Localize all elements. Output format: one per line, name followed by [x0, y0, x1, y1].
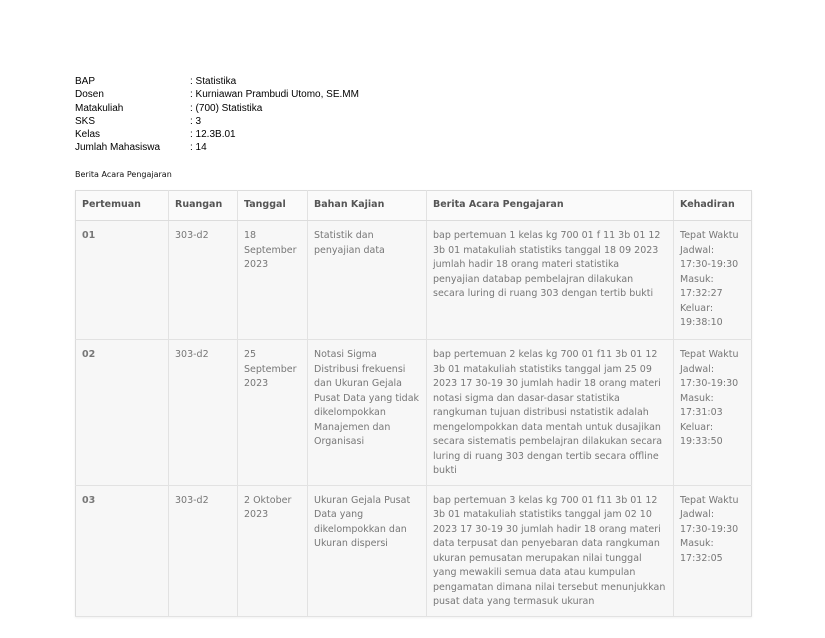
- info-label: Dosen: [75, 89, 104, 101]
- attendance-status: Tepat Waktu: [680, 230, 739, 241]
- info-row-sks: [75, 115, 359, 128]
- table-header-row: [76, 191, 752, 221]
- cell-pertemuan: 01: [76, 221, 169, 340]
- header-pertemuan: Pertemuan: [76, 191, 169, 221]
- cell-tanggal: 2 Oktober 2023: [238, 485, 308, 616]
- table-row: [76, 485, 752, 616]
- attendance-value: 17:31:03: [680, 407, 723, 418]
- info-label: SKS: [75, 115, 96, 127]
- header-tanggal: Tanggal: [238, 191, 308, 221]
- info-row-kelas: [75, 128, 359, 141]
- cell-kehadiran: [674, 340, 752, 486]
- cell-berita-acara: bap pertemuan 3 kelas kg 700 01 f11 3b 01 12 3b 01 matakuliah statistiks tanggal jam 02 10 2023 17 30-19 30 jumlah hadir 18 orang materi data terpusat dan penyebaran data rangkuman ukuran pemusatan merupakan nilai tunggal yang mewakili semua data atau kumpulan pengamatan dimana nilai tersebut menunjukkan pusat data yang termasuk ukuran: [427, 485, 674, 616]
- attendance-value: 17:30-19:30: [680, 378, 739, 389]
- info-row-matakuliah: [75, 102, 359, 115]
- attendance-label: Jadwal:: [680, 509, 715, 520]
- cell-pertemuan: 03: [76, 485, 169, 616]
- info-row-jumlah-mahasiswa: [75, 141, 359, 154]
- attendance-value: 17:32:27: [680, 288, 723, 299]
- info-value: : 3: [190, 115, 202, 127]
- attendance-status: Tepat Waktu: [680, 349, 739, 360]
- attendance-value: 17:30-19:30: [680, 259, 739, 270]
- attendance-status: Tepat Waktu: [680, 494, 739, 506]
- course-info: [75, 75, 359, 155]
- cell-ruangan: 303-d2: [169, 485, 238, 616]
- cell-bahan-kajian: Statistik dan penyajian data: [308, 221, 427, 340]
- info-value: : 12.3B.01: [190, 129, 236, 141]
- info-value: : (700) Statistika: [190, 102, 263, 114]
- info-value: : Kurniawan Prambudi Utomo, SE.MM: [190, 89, 359, 101]
- info-row-dosen: [75, 88, 359, 101]
- cell-kehadiran: [674, 485, 752, 616]
- attendance-label: Jadwal:: [680, 363, 715, 375]
- table-row: [76, 340, 752, 486]
- attendance-label: Masuk:: [680, 273, 714, 285]
- cell-ruangan: 303-d2: [169, 221, 238, 340]
- info-label: Matakuliah: [75, 102, 124, 114]
- attendance-label: Keluar:: [680, 302, 714, 314]
- attendance-value: 17:32:05: [680, 552, 723, 564]
- header-berita-acara: Berita Acara Pengajaran: [427, 191, 674, 221]
- cell-bahan-kajian: Notasi Sigma Distribusi frekuensi dan Ukuran Gejala Pusat Data yang tidak dikelompokkan Manajemen dan Organisasi: [308, 340, 427, 486]
- header-ruangan: Ruangan: [169, 191, 238, 221]
- cell-kehadiran: [674, 221, 752, 340]
- attendance-label: Masuk:: [680, 538, 714, 549]
- info-value: : Statistika: [190, 76, 237, 87]
- header-bahan-kajian: Bahan Kajian: [308, 191, 427, 221]
- attendance-value: 19:33:50: [680, 436, 723, 447]
- attendance-value: 19:38:10: [680, 317, 723, 328]
- info-row-bap: [75, 75, 359, 88]
- info-label: Jumlah Mahasiswa: [75, 142, 161, 154]
- attendance-label: Jadwal:: [680, 244, 715, 256]
- cell-berita-acara: bap pertemuan 2 kelas kg 700 01 f11 3b 01 12 3b 01 matakuliah statistiks tanggal jam 25 09 2023 17 30-19 30 jumlah hadir 18 orang materi notasi sigma dan dasar-dasar statistika rangkuman tujuan distribusi nstatistik adalah mengelompokkan data mentah untuk dusajikan secara sistematis pembelajran dilakukan secara luring di ruang 303 dengan tertib secara offline bukti: [427, 340, 674, 486]
- cell-bahan-kajian: Ukuran Gejala Pusat Data yang dikelompokkan dan Ukuran dispersi: [308, 485, 427, 616]
- info-value: : 14: [190, 142, 207, 154]
- cell-berita-acara: bap pertemuan 1 kelas kg 700 01 f 11 3b 01 12 3b 01 matakuliah statistiks tanggal 18 09 2023 jumlah hadir 18 orang materi statistika penyajian databap pembelajran dilakukan secara luring di ruang 303 dengan tertib bukti: [427, 221, 674, 340]
- attendance-label: Masuk:: [680, 392, 714, 404]
- cell-tanggal: 18 September 2023: [238, 221, 308, 340]
- attendance-label: Keluar:: [680, 421, 714, 433]
- cell-tanggal: 25 September 2023: [238, 340, 308, 486]
- table-row: [76, 221, 752, 340]
- bap-table: [75, 190, 752, 617]
- cell-ruangan: 303-d2: [169, 340, 238, 486]
- cell-pertemuan: 02: [76, 340, 169, 486]
- info-label: BAP: [75, 76, 96, 87]
- info-label: Kelas: [75, 129, 101, 141]
- header-kehadiran: Kehadiran: [674, 191, 752, 221]
- attendance-value: 17:30-19:30: [680, 523, 739, 535]
- section-title: Berita Acara Pengajaran: [75, 170, 172, 179]
